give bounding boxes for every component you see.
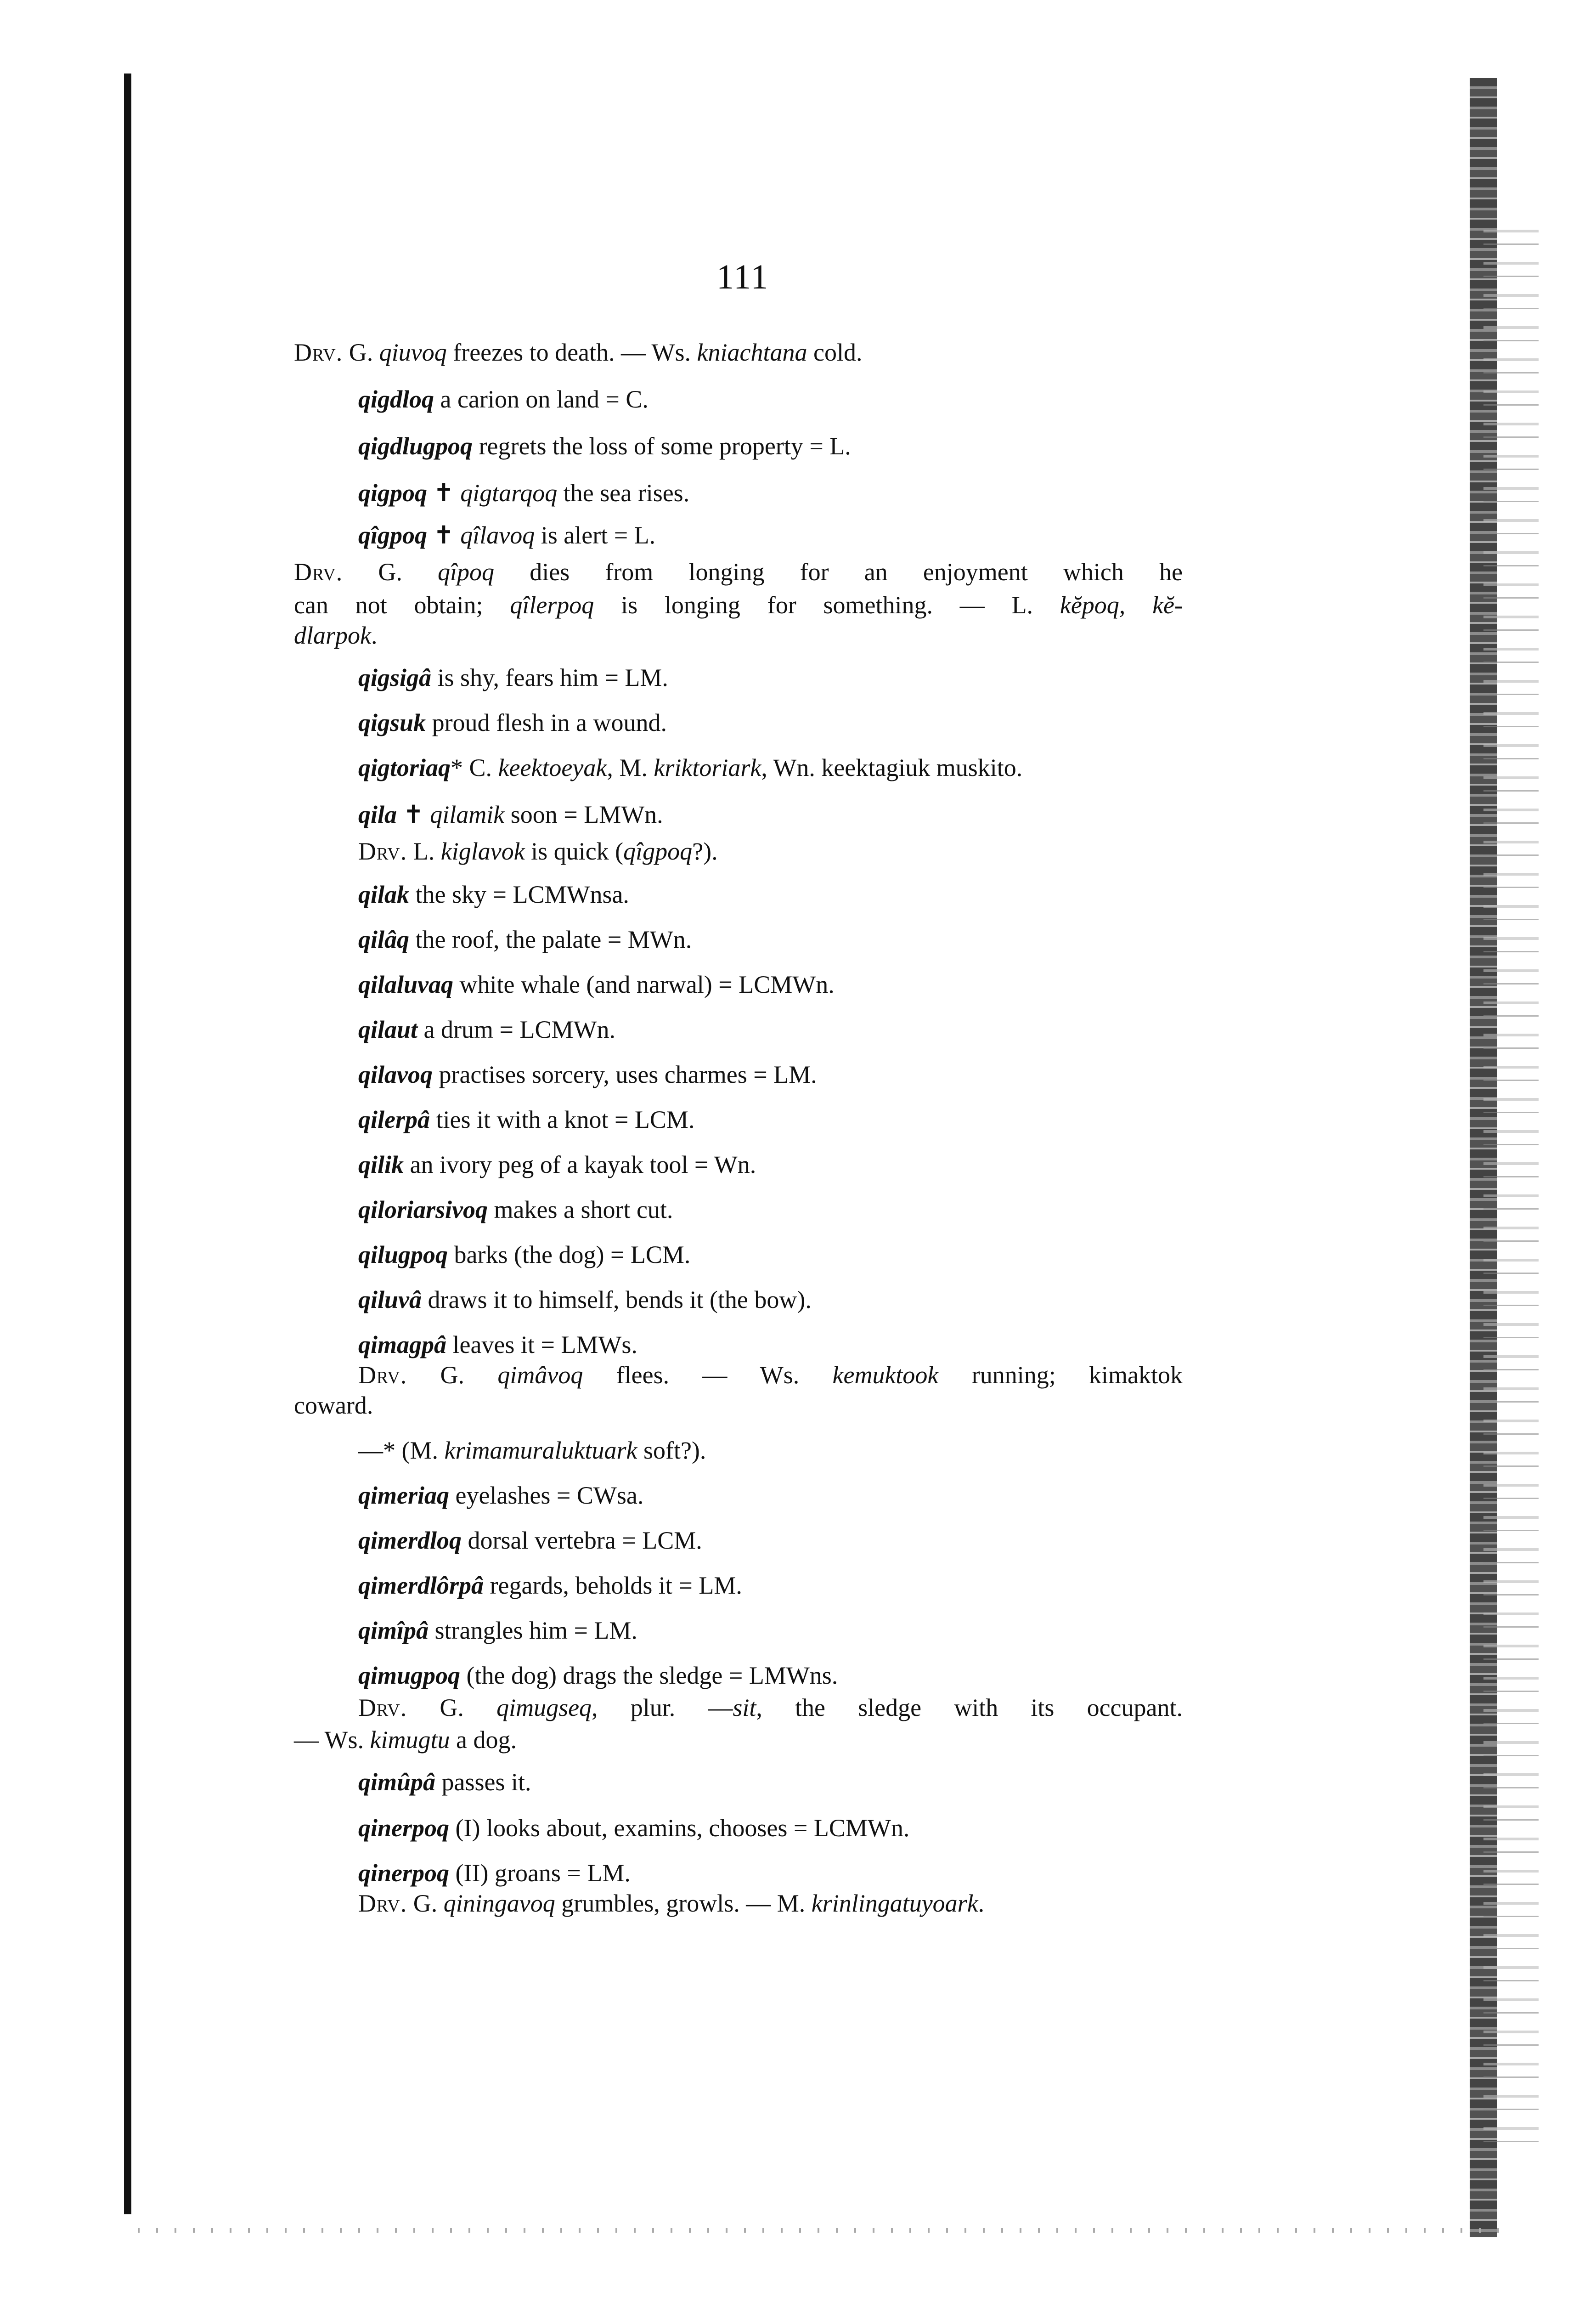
entry-line: qigtoriaq* C. keektoeyak, M. kriktoriark, Wn. keektagiuk muskito.: [358, 754, 1023, 781]
entry-line: dlarpok.: [294, 622, 378, 649]
entry-line: qilâq the roof, the palate = MWn.: [358, 926, 692, 953]
entry-line: qinerpoq (II) groans = LM.: [358, 1859, 631, 1887]
entry-line: Drv. G. qimâvoq flees. — Ws. kemuktook running; kimaktok: [358, 1361, 1183, 1389]
entry-line: qilak the sky = LCMWnsa.: [358, 881, 629, 908]
entry-line: qigpoq ✝ qigtarqoq the sea rises.: [358, 479, 690, 507]
entry-line: can not obtain; qîlerpoq is longing for something. — L. kĕpoq, kĕ-: [294, 591, 1183, 619]
entry-line: qîgpoq ✝ qîlavoq is alert = L.: [358, 521, 656, 549]
scan-bottom-noise: [138, 2228, 1516, 2233]
scan-right-noise: [1483, 230, 1539, 2159]
scan-left-edge: [124, 74, 131, 2214]
entry-line: qigdlugpoq regrets the loss of some property = L.: [358, 432, 851, 460]
entry-line: qimeriaq eyelashes = CWsa.: [358, 1482, 644, 1509]
entry-line: qimagpâ leaves it = LMWs.: [358, 1331, 637, 1358]
entry-line: qigsuk proud flesh in a wound.: [358, 709, 667, 736]
entry-line: qiloriarsivoq makes a short cut.: [358, 1196, 673, 1223]
entry-line: qimîpâ strangles him = LM.: [358, 1617, 637, 1644]
entry-line: qila ✝ qilamik soon = LMWn.: [358, 801, 663, 828]
entry-line: qimûpâ passes it.: [358, 1768, 531, 1796]
entry-line: qilaluvaq white whale (and narwal) = LCMWn.: [358, 971, 835, 998]
entry-line: — Ws. kimugtu a dog.: [294, 1726, 517, 1754]
entry-line: qinerpoq (I) looks about, examins, chooses = LCMWn.: [358, 1814, 910, 1842]
entry-line: Drv. G. qîpoq dies from longing for an enjoyment which he: [294, 558, 1183, 586]
entry-line: —* (M. krimamuraluktuark soft?).: [358, 1437, 706, 1464]
entry-line: qiluvâ draws it to himself, bends it (the bow).: [358, 1286, 812, 1313]
entry-line: qilerpâ ties it with a knot = LCM.: [358, 1106, 695, 1133]
entry-line: Drv. L. kiglavok is quick (qîgpoq?).: [358, 837, 718, 865]
entry-line: Drv. G. qiuvoq freezes to death. — Ws. kniachtana cold.: [294, 339, 863, 366]
page-number: 111: [716, 258, 769, 296]
entry-line: qimerdloq dorsal vertebra = LCM.: [358, 1527, 702, 1554]
entry-line: qilavoq practises sorcery, uses charmes = LM.: [358, 1061, 817, 1088]
entry-line: qilugpoq barks (the dog) = LCM.: [358, 1241, 691, 1268]
entry-line: Drv. G. qiningavoq grumbles, growls. — M. krinlingatuyoark.: [358, 1890, 985, 1917]
entry-line: qilik an ivory peg of a kayak tool = Wn.: [358, 1151, 756, 1178]
entry-line: Drv. G. qimugseq, plur. —sit, the sledge with its occupant.: [358, 1694, 1183, 1721]
entry-line: qigsigâ is shy, fears him = LM.: [358, 664, 668, 691]
entry-line: qilaut a drum = LCMWn.: [358, 1016, 615, 1043]
entry-line: qimerdlôrpâ regards, beholds it = LM.: [358, 1572, 742, 1599]
entry-line: qimugpoq (the dog) drags the sledge = LMWns.: [358, 1662, 838, 1689]
entry-line: coward.: [294, 1392, 373, 1419]
entry-line: qigdloq a carion on land = C.: [358, 385, 649, 413]
